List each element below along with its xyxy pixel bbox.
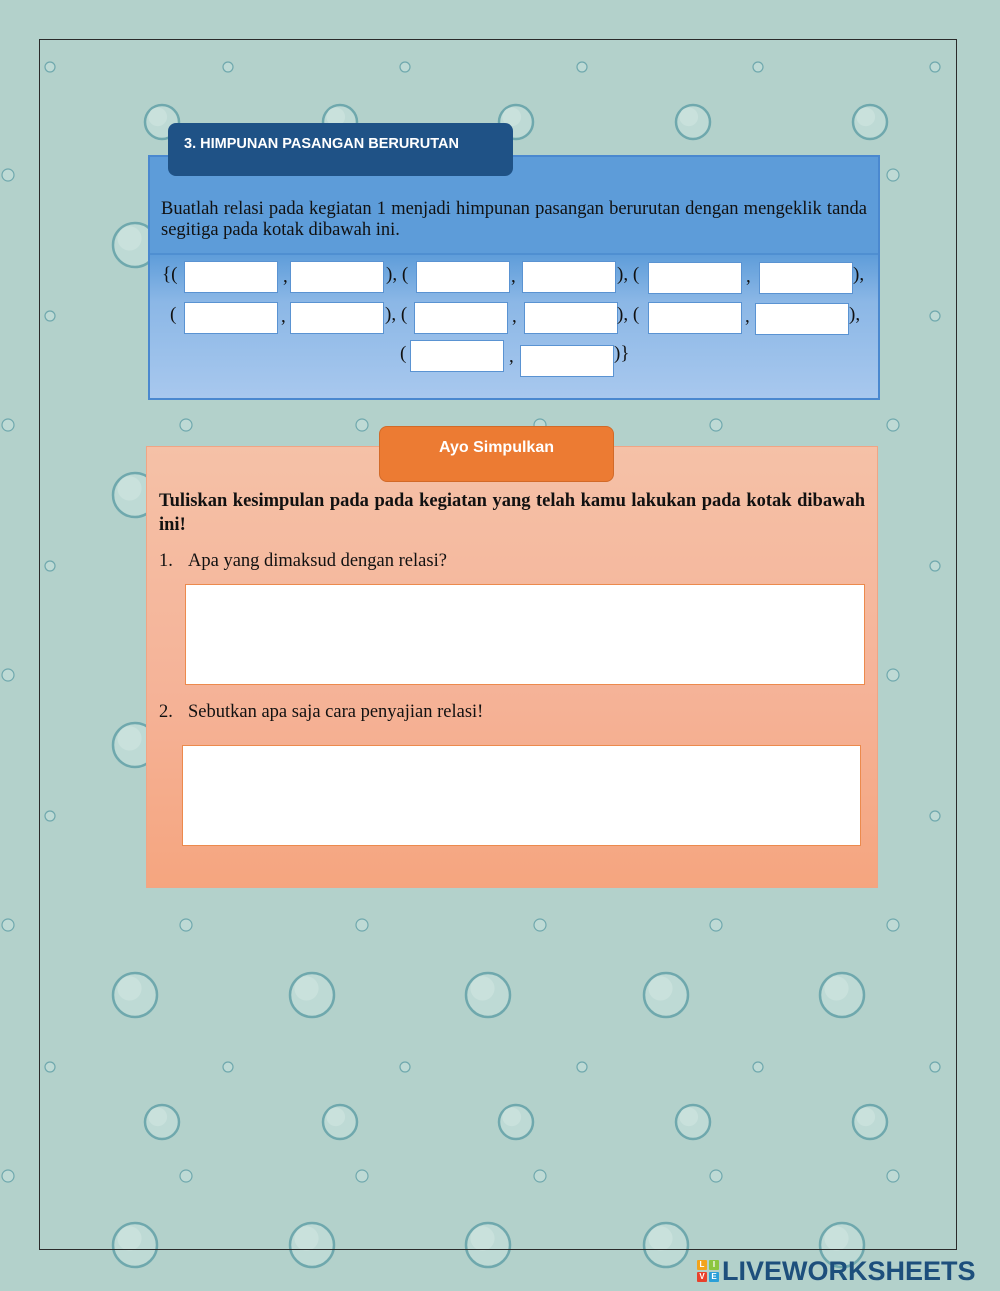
question-1: [159, 551, 447, 572]
pair-separator: ), (: [617, 304, 640, 325]
answer-dropdown[interactable]: [416, 261, 510, 293]
pair-comma: ,: [283, 266, 288, 287]
bubble: [2, 919, 14, 931]
pair-separator: ), (: [386, 264, 409, 285]
answer-dropdown[interactable]: [184, 302, 278, 334]
answer-dropdown[interactable]: [290, 302, 384, 334]
pair-comma: ,: [509, 346, 514, 367]
logo-mark: [697, 1260, 719, 1282]
logo-letter: E: [709, 1272, 719, 1282]
pair-separator: ), (: [617, 264, 640, 285]
section-3-title: 3. HIMPUNAN PASANGAN BERURUTAN: [168, 123, 513, 176]
logo-letter: I: [709, 1260, 719, 1270]
answer-dropdown[interactable]: [184, 261, 278, 293]
answer-dropdown[interactable]: [648, 302, 742, 334]
bubble: [2, 419, 14, 431]
answer-dropdown[interactable]: [648, 262, 742, 294]
logo-letter: V: [697, 1272, 707, 1282]
answer-dropdown[interactable]: [520, 345, 614, 377]
question-number: 1.: [159, 551, 173, 571]
question-text: Apa yang dimaksud dengan relasi?: [188, 551, 447, 571]
question-2: [159, 702, 483, 723]
pair-close: ),: [849, 304, 861, 325]
pair-comma: ,: [746, 266, 751, 287]
pair-comma: ,: [511, 266, 516, 287]
answer-dropdown[interactable]: [290, 261, 384, 293]
pair-close: ),: [853, 264, 865, 285]
answer-2-textbox[interactable]: [182, 745, 861, 846]
answer-dropdown[interactable]: [755, 303, 849, 335]
answer-dropdown[interactable]: [414, 302, 508, 334]
simpulkan-instruction: Tuliskan kesimpulan pada pada kegiatan yang telah kamu lakukan pada kotak dibawah ini!: [159, 491, 865, 535]
pair-open: (: [170, 304, 177, 325]
bubble: [2, 669, 14, 681]
answer-dropdown[interactable]: [522, 261, 616, 293]
question-number: 2.: [159, 702, 173, 722]
logo-letter: L: [697, 1260, 707, 1270]
pair-separator: ), (: [385, 304, 408, 325]
bubble: [2, 1170, 14, 1182]
liveworksheets-logo: [697, 1256, 976, 1286]
set-close-brace: )}: [614, 343, 630, 364]
logo-text: LIVEWORKSHEETS: [722, 1255, 976, 1286]
panel-divider: [150, 253, 878, 255]
answer-dropdown[interactable]: [524, 302, 618, 334]
section-3-instruction: Buatlah relasi pada kegiatan 1 menjadi himpunan pasangan berurutan dengan mengeklik tanda segitiga pada kotak dibawah ini.: [161, 199, 867, 240]
answer-1-textbox[interactable]: [185, 584, 865, 685]
answer-dropdown[interactable]: [759, 262, 853, 294]
pair-open: (: [400, 343, 407, 364]
question-text: Sebutkan apa saja cara penyajian relasi!: [188, 702, 484, 722]
simpulkan-title: Ayo Simpulkan: [379, 426, 614, 482]
pair-comma: ,: [281, 306, 286, 327]
pair-comma: ,: [512, 306, 517, 327]
pair-comma: ,: [745, 306, 750, 327]
answer-dropdown[interactable]: [410, 340, 504, 372]
set-open-brace: {(: [162, 264, 178, 285]
bubble: [2, 169, 14, 181]
